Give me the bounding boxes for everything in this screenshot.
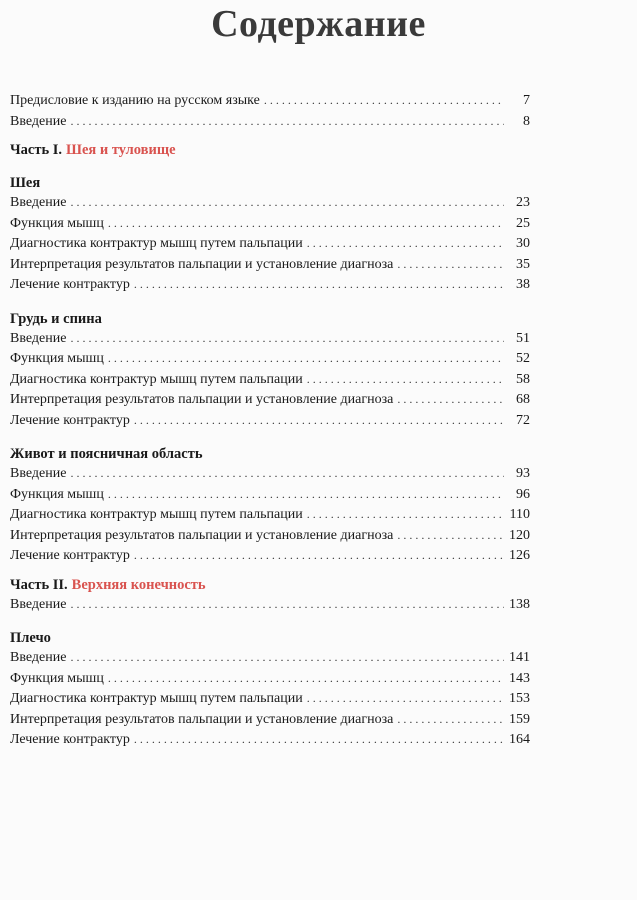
toc-entry-page: 120 bbox=[509, 527, 530, 543]
toc-entry-page: 8 bbox=[523, 113, 530, 129]
toc-entry-page: 25 bbox=[516, 215, 530, 231]
toc-entry-label: Введение bbox=[10, 330, 67, 346]
toc-entry[interactable] bbox=[10, 650, 530, 671]
dot-leader bbox=[134, 277, 504, 292]
dot-leader bbox=[108, 671, 504, 686]
toc-entry-label: Введение bbox=[10, 113, 67, 129]
toc-entry-page: 52 bbox=[516, 351, 530, 366]
part-prefix: Часть I. bbox=[10, 142, 63, 158]
toc-entry-page: 138 bbox=[509, 596, 530, 612]
section-heading: Живот и поясничная область bbox=[10, 446, 203, 462]
toc-entry[interactable] bbox=[10, 691, 530, 712]
dot-leader bbox=[134, 732, 504, 747]
toc-entry[interactable] bbox=[10, 671, 530, 692]
dot-leader bbox=[397, 392, 504, 407]
toc-entry[interactable] bbox=[10, 114, 530, 135]
toc-entry-label: Лечение контрактур bbox=[10, 412, 130, 428]
toc-entry-page: 153 bbox=[509, 691, 530, 706]
toc-entry-page: 51 bbox=[516, 330, 530, 346]
toc-entry-label: Интерпретация результатов пальпации и установление диагноза bbox=[10, 392, 394, 407]
part-name: Верхняя конечность bbox=[71, 576, 206, 593]
toc-entry[interactable] bbox=[10, 216, 530, 237]
toc-entry[interactable] bbox=[10, 466, 530, 487]
dot-leader bbox=[70, 331, 504, 346]
toc-entry[interactable] bbox=[10, 195, 530, 216]
section-heading: Плечо bbox=[10, 630, 51, 646]
toc-entry-label: Введение bbox=[10, 650, 67, 665]
toc-entry-label: Диагностика контрактур мышц путем пальпации bbox=[10, 371, 303, 387]
toc-entry-label: Лечение контрактур bbox=[10, 732, 130, 747]
toc-entry-label: Интерпретация результатов пальпации и установление диагноза bbox=[10, 711, 394, 727]
toc-entry[interactable] bbox=[10, 93, 530, 114]
dot-leader bbox=[108, 351, 504, 366]
toc-entry-page: 72 bbox=[516, 412, 530, 428]
page-title: Содержание bbox=[211, 3, 426, 45]
toc-entry-page: 110 bbox=[509, 507, 530, 522]
dot-leader bbox=[70, 466, 504, 481]
toc-entry[interactable] bbox=[10, 413, 530, 434]
dot-leader bbox=[70, 195, 504, 210]
toc-entry-label: Диагностика контрактур мышц путем пальпации bbox=[10, 236, 303, 251]
toc-entry-label: Введение bbox=[10, 195, 67, 210]
part-heading bbox=[10, 142, 530, 162]
dot-leader bbox=[307, 507, 504, 522]
dot-leader bbox=[134, 413, 504, 428]
toc-entry-label: Лечение контрактур bbox=[10, 277, 130, 292]
toc-entry[interactable] bbox=[10, 277, 530, 298]
toc-entry-label: Интерпретация результатов пальпации и установление диагноза bbox=[10, 527, 394, 543]
toc-entry-label: Введение bbox=[10, 596, 67, 612]
toc-entry[interactable] bbox=[10, 548, 530, 569]
toc-entry-label: Диагностика контрактур мышц путем пальпации bbox=[10, 507, 303, 522]
toc-entry[interactable] bbox=[10, 732, 530, 753]
toc-entry-label: Функция мышц bbox=[10, 670, 104, 686]
dot-leader bbox=[307, 236, 504, 251]
dot-leader bbox=[307, 691, 504, 706]
dot-leader bbox=[108, 216, 504, 231]
toc-entry-label: Функция мышц bbox=[10, 351, 104, 366]
toc-entry-page: 23 bbox=[516, 195, 530, 210]
dot-leader bbox=[134, 548, 504, 563]
toc-entry[interactable] bbox=[10, 257, 530, 278]
dot-leader bbox=[397, 257, 504, 272]
part-name: Шея и туловище bbox=[66, 142, 176, 158]
toc-entry-page: 126 bbox=[509, 548, 530, 563]
toc-entry-page: 159 bbox=[509, 711, 530, 727]
toc-entry-label: Введение bbox=[10, 466, 67, 481]
toc-entry-label: Диагностика контрактур мышц путем пальпации bbox=[10, 691, 303, 706]
section-heading: Шея bbox=[10, 175, 41, 191]
toc-entry-label: Функция мышц bbox=[10, 215, 104, 231]
toc-entry-page: 93 bbox=[516, 466, 530, 481]
toc-entry-page: 7 bbox=[523, 93, 530, 108]
toc-entry-label: Лечение контрактур bbox=[10, 548, 130, 563]
toc-entry[interactable] bbox=[10, 351, 530, 372]
toc-entry[interactable] bbox=[10, 712, 530, 733]
dot-leader bbox=[70, 650, 504, 665]
table-of-contents bbox=[10, 93, 530, 753]
toc-entry-label: Функция мышц bbox=[10, 486, 104, 502]
part-prefix: Часть II. bbox=[10, 576, 68, 593]
dot-leader bbox=[70, 597, 504, 612]
part-heading bbox=[10, 577, 530, 597]
toc-entry-page: 58 bbox=[516, 371, 530, 387]
toc-entry-page: 30 bbox=[516, 236, 530, 251]
dot-leader bbox=[397, 528, 504, 543]
dot-leader bbox=[108, 487, 504, 502]
toc-entry[interactable] bbox=[10, 487, 530, 508]
dot-leader bbox=[397, 712, 504, 727]
toc-entry[interactable] bbox=[10, 392, 530, 413]
toc-entry-page: 143 bbox=[509, 670, 530, 686]
dot-leader bbox=[307, 372, 504, 387]
dot-leader bbox=[70, 114, 504, 129]
toc-entry-page: 38 bbox=[516, 277, 530, 292]
toc-entry-page: 68 bbox=[516, 392, 530, 407]
toc-entry-label: Предисловие к изданию на русском языке bbox=[10, 93, 260, 108]
toc-entry[interactable] bbox=[10, 528, 530, 549]
toc-entry-label: Интерпретация результатов пальпации и установление диагноза bbox=[10, 256, 394, 272]
toc-entry-page: 35 bbox=[516, 256, 530, 272]
toc-entry[interactable] bbox=[10, 597, 530, 618]
toc-entry[interactable] bbox=[10, 372, 530, 393]
toc-entry[interactable] bbox=[10, 331, 530, 352]
toc-entry-page: 96 bbox=[516, 486, 530, 502]
toc-entry-page: 141 bbox=[509, 650, 530, 665]
section-heading: Грудь и спина bbox=[10, 310, 102, 327]
toc-entry[interactable] bbox=[10, 236, 530, 257]
dot-leader bbox=[264, 93, 504, 108]
toc-entry[interactable] bbox=[10, 507, 530, 528]
toc-entry-page: 164 bbox=[509, 732, 530, 747]
